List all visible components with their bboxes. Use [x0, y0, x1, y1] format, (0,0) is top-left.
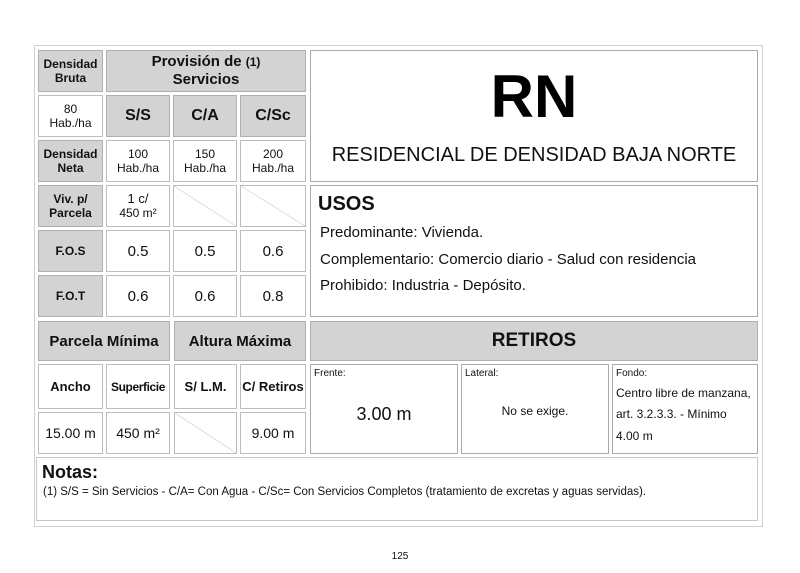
densidad-neta-label: Densidad Neta — [38, 140, 103, 182]
retiro-fondo-line1: Centro libre de manzana, — [616, 386, 751, 400]
parcela-minima-header: Parcela Mínima — [38, 321, 170, 361]
fos-ss: 0.5 — [106, 230, 170, 272]
altura-slm-empty — [174, 412, 237, 454]
fot-label: F.O.T — [38, 275, 103, 317]
retiro-lateral-value: No se exige. — [501, 404, 569, 418]
altura-cretiros-value: 9.00 m — [240, 412, 306, 454]
column-header-csc: C/Sc — [240, 95, 306, 137]
viv-parcela-label: Viv. p/ Parcela — [38, 185, 103, 227]
retiro-fondo-line3: 4.00 m — [616, 429, 653, 443]
provision-title: Provisión de — [151, 53, 242, 70]
provision-title-2: Servicios — [172, 71, 240, 88]
viv-value-line2: 450 m² — [119, 206, 157, 220]
fos-ca: 0.5 — [173, 230, 237, 272]
retiro-frente-value: 3.00 m — [356, 404, 412, 424]
fot-ss: 0.6 — [106, 275, 170, 317]
retiro-fondo-line2: art. 3.2.3.3. - Mínimo — [616, 407, 727, 421]
densidad-bruta-label: Densidad Bruta — [38, 50, 103, 92]
retiro-frente-label: Frente: — [314, 368, 346, 379]
retiros-header: RETIROS — [310, 321, 758, 361]
usos-prohibido: Prohibido: Industria - Depósito. — [320, 277, 526, 294]
column-header-ca: C/A — [173, 95, 237, 137]
notas-title: Notas: — [42, 462, 99, 482]
page-number: 125 — [391, 551, 409, 562]
parcela-ancho-label: Ancho — [38, 364, 103, 409]
altura-maxima-header: Altura Máxima — [174, 321, 306, 361]
viv-parcela-csc-empty — [240, 185, 306, 227]
viv-parcela-value — [106, 185, 170, 227]
provision-ref: (1) — [245, 55, 261, 69]
usos-title: USOS — [318, 193, 375, 215]
fos-label: F.O.S — [38, 230, 103, 272]
densidad-neta-ca: 150 Hab./ha — [173, 140, 237, 182]
retiro-lateral-label: Lateral: — [465, 368, 499, 379]
fot-csc: 0.8 — [240, 275, 306, 317]
fot-ca: 0.6 — [173, 275, 237, 317]
viv-value-line1: 1 c/ — [127, 191, 149, 206]
usos-predominante: Predominante: Vivienda. — [320, 224, 484, 241]
fos-csc: 0.6 — [240, 230, 306, 272]
altura-cretiros-label: C/ Retiros — [240, 364, 306, 409]
retiro-fondo-label: Fondo: — [616, 368, 648, 379]
altura-slm-label: S/ L.M. — [174, 364, 237, 409]
zone-code: RN — [490, 63, 578, 130]
parcela-superficie-label: Superficie — [106, 364, 170, 409]
viv-parcela-ca-empty — [173, 185, 237, 227]
usos-complementario: Complementario: Comercio diario - Salud con residencia — [320, 251, 697, 268]
parcela-ancho-value: 15.00 m — [38, 412, 103, 454]
notas-text: (1) S/S = Sin Servicios - C/A= Con Agua - C/Sc= Con Servicios Completos (tratamiento de excretas y aguas servidas). — [43, 486, 647, 498]
provision-servicios-header — [106, 50, 306, 92]
densidad-neta-ss: 100 Hab./ha — [106, 140, 170, 182]
densidad-bruta-value: 80 Hab./ha — [38, 95, 103, 137]
zone-name: RESIDENCIAL DE DENSIDAD BAJA NORTE — [331, 144, 737, 166]
column-header-ss: S/S — [106, 95, 170, 137]
parcela-superficie-value: 450 m² — [106, 412, 170, 454]
densidad-neta-csc: 200 Hab./ha — [240, 140, 306, 182]
